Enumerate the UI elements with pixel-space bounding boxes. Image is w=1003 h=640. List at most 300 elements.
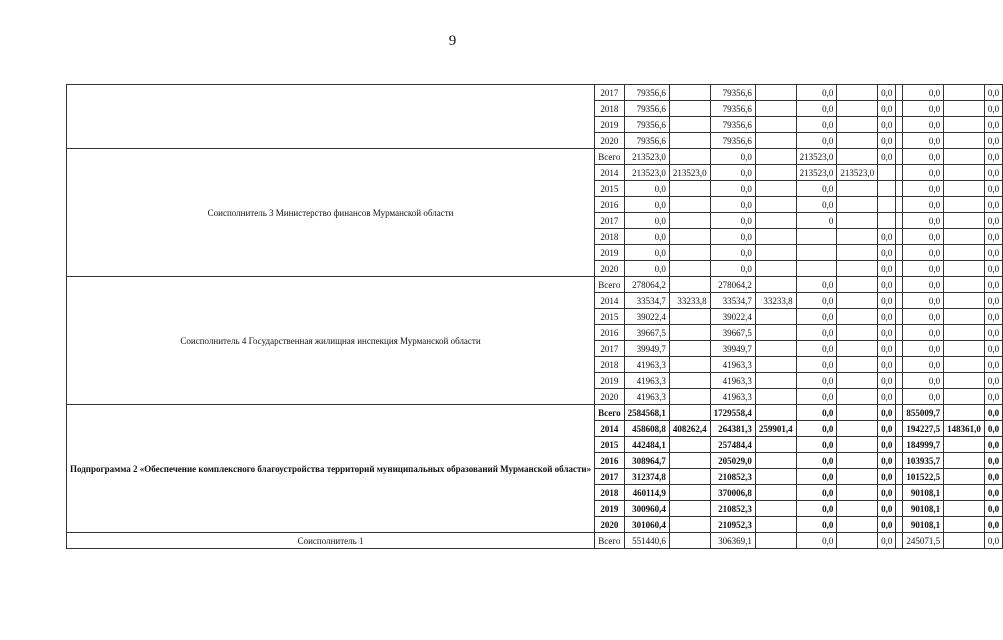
value-cell (944, 245, 985, 261)
value-cell: 0,0 (878, 261, 896, 277)
value-cell (896, 389, 903, 405)
value-cell (669, 469, 710, 485)
value-cell (944, 533, 985, 549)
value-cell: 1729558,4 (710, 405, 755, 421)
value-cell: 0,0 (984, 277, 1002, 293)
value-cell: 0,0 (796, 197, 837, 213)
year-cell: Всего (595, 533, 624, 549)
value-cell: 79356,6 (710, 101, 755, 117)
value-cell: 205029,0 (710, 453, 755, 469)
value-cell (669, 485, 710, 501)
value-cell (837, 149, 878, 165)
value-cell (669, 197, 710, 213)
value-cell (878, 165, 896, 181)
year-cell: Всего (595, 149, 624, 165)
value-cell: 0,0 (984, 197, 1002, 213)
value-cell: 194227,5 (903, 421, 944, 437)
value-cell: 210852,3 (710, 469, 755, 485)
value-cell (669, 341, 710, 357)
value-cell: 0,0 (624, 197, 669, 213)
value-cell: 213523,0 (624, 149, 669, 165)
year-cell: 2017 (595, 341, 624, 357)
value-cell: 0,0 (796, 501, 837, 517)
value-cell (944, 501, 985, 517)
value-cell (837, 325, 878, 341)
value-cell: 0,0 (796, 357, 837, 373)
value-cell (837, 453, 878, 469)
value-cell (896, 533, 903, 549)
year-cell: 2018 (595, 485, 624, 501)
value-cell (755, 229, 796, 245)
value-cell: 0,0 (903, 101, 944, 117)
value-cell: 184999,7 (903, 437, 944, 453)
value-cell: 41963,3 (624, 357, 669, 373)
value-cell (896, 421, 903, 437)
value-cell (944, 85, 985, 101)
value-cell: 90108,1 (903, 517, 944, 533)
year-cell: 2019 (595, 245, 624, 261)
value-cell (837, 101, 878, 117)
value-cell (944, 277, 985, 293)
value-cell (896, 117, 903, 133)
value-cell: 245071,5 (903, 533, 944, 549)
value-cell: 0,0 (878, 309, 896, 325)
value-cell (944, 213, 985, 229)
value-cell: 41963,3 (710, 373, 755, 389)
value-cell: 0,0 (710, 149, 755, 165)
value-cell (896, 453, 903, 469)
value-cell (944, 389, 985, 405)
value-cell: 213523,0 (796, 165, 837, 181)
value-cell: 79356,6 (624, 133, 669, 149)
value-cell (837, 261, 878, 277)
value-cell: 460114,9 (624, 485, 669, 501)
value-cell (669, 181, 710, 197)
value-cell: 0,0 (878, 117, 896, 133)
value-cell: 0,0 (796, 325, 837, 341)
value-cell (837, 341, 878, 357)
value-cell (896, 277, 903, 293)
value-cell (755, 373, 796, 389)
value-cell: 0,0 (984, 485, 1002, 501)
value-cell: 0,0 (796, 405, 837, 421)
value-cell: 101522,5 (903, 469, 944, 485)
value-cell: 0,0 (624, 181, 669, 197)
value-cell: 0,0 (878, 245, 896, 261)
value-cell: 0,0 (984, 341, 1002, 357)
value-cell (755, 133, 796, 149)
value-cell (944, 469, 985, 485)
value-cell: 0,0 (984, 325, 1002, 341)
value-cell (896, 229, 903, 245)
value-cell (837, 245, 878, 261)
value-cell: 33534,7 (624, 293, 669, 309)
value-cell: 41963,3 (710, 389, 755, 405)
value-cell: 39667,5 (710, 325, 755, 341)
value-cell (896, 101, 903, 117)
value-cell (837, 421, 878, 437)
value-cell: 0,0 (984, 437, 1002, 453)
value-cell (896, 85, 903, 101)
value-cell: 0,0 (796, 485, 837, 501)
executor-name-cell (67, 85, 595, 149)
year-cell: 2017 (595, 85, 624, 101)
value-cell: 41963,3 (710, 357, 755, 373)
value-cell (896, 197, 903, 213)
value-cell: 458608,8 (624, 421, 669, 437)
value-cell (896, 181, 903, 197)
value-cell: 0,0 (984, 453, 1002, 469)
value-cell: 0,0 (878, 325, 896, 341)
value-cell: 0,0 (984, 405, 1002, 421)
value-cell (669, 501, 710, 517)
value-cell: 0,0 (878, 133, 896, 149)
value-cell: 79356,6 (710, 85, 755, 101)
value-cell (755, 277, 796, 293)
value-cell: 855009,7 (903, 405, 944, 421)
value-cell: 213523,0 (837, 165, 878, 181)
value-cell: 0,0 (903, 293, 944, 309)
value-cell (837, 293, 878, 309)
value-cell (944, 485, 985, 501)
value-cell (878, 181, 896, 197)
value-cell (896, 325, 903, 341)
year-cell: 2020 (595, 261, 624, 277)
value-cell: 213523,0 (796, 149, 837, 165)
value-cell (944, 341, 985, 357)
value-cell (944, 117, 985, 133)
value-cell: 0,0 (903, 357, 944, 373)
year-cell: 2017 (595, 469, 624, 485)
value-cell (796, 245, 837, 261)
value-cell: 0,0 (984, 213, 1002, 229)
value-cell (755, 533, 796, 549)
table-row (67, 405, 1003, 421)
value-cell (669, 309, 710, 325)
value-cell: 148361,0 (944, 421, 985, 437)
value-cell (944, 133, 985, 149)
value-cell (896, 213, 903, 229)
value-cell (837, 485, 878, 501)
value-cell: 0,0 (903, 197, 944, 213)
value-cell: 0,0 (984, 181, 1002, 197)
value-cell: 0,0 (796, 517, 837, 533)
value-cell (837, 357, 878, 373)
value-cell (837, 277, 878, 293)
value-cell (944, 101, 985, 117)
year-cell: 2015 (595, 181, 624, 197)
value-cell: 0,0 (903, 229, 944, 245)
value-cell: 301060,4 (624, 517, 669, 533)
value-cell: 308964,7 (624, 453, 669, 469)
executor-name-cell: Соисполнитель 4 Государственная жилищная инспекция Мурманской области (67, 277, 595, 405)
value-cell (669, 277, 710, 293)
value-cell (896, 373, 903, 389)
value-cell (755, 149, 796, 165)
value-cell: 0,0 (624, 245, 669, 261)
value-cell: 33534,7 (710, 293, 755, 309)
value-cell: 0,0 (624, 261, 669, 277)
year-cell: 2020 (595, 517, 624, 533)
value-cell: 0,0 (878, 101, 896, 117)
value-cell: 259901,4 (755, 421, 796, 437)
value-cell (837, 389, 878, 405)
value-cell (944, 517, 985, 533)
value-cell: 33233,8 (755, 293, 796, 309)
value-cell (837, 501, 878, 517)
value-cell (755, 213, 796, 229)
year-cell: Всего (595, 405, 624, 421)
year-cell: 2017 (595, 213, 624, 229)
value-cell: 0,0 (984, 533, 1002, 549)
value-cell (669, 325, 710, 341)
value-cell: 0,0 (796, 389, 837, 405)
value-cell: 213523,0 (624, 165, 669, 181)
value-cell: 39667,5 (624, 325, 669, 341)
year-cell: 2020 (595, 389, 624, 405)
value-cell: 0,0 (878, 469, 896, 485)
value-cell: 0,0 (878, 149, 896, 165)
value-cell (669, 533, 710, 549)
value-cell (944, 405, 985, 421)
value-cell: 0,0 (710, 213, 755, 229)
value-cell (669, 117, 710, 133)
value-cell (896, 517, 903, 533)
value-cell (837, 517, 878, 533)
value-cell: 79356,6 (624, 85, 669, 101)
value-cell (896, 293, 903, 309)
value-cell (837, 309, 878, 325)
value-cell (896, 341, 903, 357)
value-cell: 0,0 (624, 229, 669, 245)
value-cell: 0,0 (796, 341, 837, 357)
table-row (67, 149, 1003, 165)
value-cell (669, 101, 710, 117)
value-cell (837, 229, 878, 245)
value-cell (896, 485, 903, 501)
value-cell (755, 405, 796, 421)
budget-table (66, 84, 1003, 549)
value-cell (944, 229, 985, 245)
value-cell (755, 437, 796, 453)
value-cell (755, 101, 796, 117)
value-cell: 0,0 (984, 501, 1002, 517)
value-cell: 0,0 (710, 165, 755, 181)
value-cell: 0,0 (984, 373, 1002, 389)
value-cell (944, 181, 985, 197)
value-cell (669, 133, 710, 149)
value-cell (669, 357, 710, 373)
value-cell: 0,0 (796, 309, 837, 325)
value-cell: 0,0 (984, 261, 1002, 277)
value-cell: 39022,4 (624, 309, 669, 325)
value-cell (944, 261, 985, 277)
value-cell (837, 469, 878, 485)
value-cell: 0,0 (878, 405, 896, 421)
value-cell: 0,0 (710, 197, 755, 213)
value-cell: 90108,1 (903, 501, 944, 517)
value-cell: 39022,4 (710, 309, 755, 325)
value-cell: 408262,4 (669, 421, 710, 437)
value-cell: 0,0 (903, 165, 944, 181)
value-cell: 0,0 (796, 181, 837, 197)
value-cell: 0,0 (984, 469, 1002, 485)
value-cell: 103935,7 (903, 453, 944, 469)
value-cell (755, 165, 796, 181)
value-cell: 0,0 (796, 293, 837, 309)
value-cell (837, 405, 878, 421)
value-cell (755, 517, 796, 533)
value-cell (837, 437, 878, 453)
value-cell: 0,0 (903, 373, 944, 389)
page-number: 9 (448, 33, 457, 49)
value-cell: 0,0 (984, 245, 1002, 261)
value-cell (878, 197, 896, 213)
value-cell: 0,0 (878, 437, 896, 453)
value-cell: 0,0 (984, 165, 1002, 181)
value-cell: 300960,4 (624, 501, 669, 517)
year-cell: 2018 (595, 229, 624, 245)
value-cell: 0,0 (903, 309, 944, 325)
year-cell: 2016 (595, 453, 624, 469)
value-cell: 0,0 (903, 133, 944, 149)
value-cell (669, 389, 710, 405)
value-cell (944, 437, 985, 453)
value-cell: 0,0 (903, 181, 944, 197)
value-cell: 0,0 (903, 213, 944, 229)
value-cell: 0,0 (796, 85, 837, 101)
value-cell: 33233,8 (669, 293, 710, 309)
value-cell: 0,0 (984, 421, 1002, 437)
value-cell: 210952,3 (710, 517, 755, 533)
value-cell (755, 453, 796, 469)
value-cell (944, 357, 985, 373)
value-cell: 0,0 (878, 277, 896, 293)
value-cell (755, 261, 796, 277)
value-cell (669, 149, 710, 165)
table-row (67, 533, 1003, 549)
year-cell: 2014 (595, 421, 624, 437)
value-cell: 0 (796, 213, 837, 229)
value-cell: 0,0 (710, 261, 755, 277)
value-cell: 79356,6 (624, 101, 669, 117)
value-cell: 0,0 (984, 309, 1002, 325)
year-cell: 2019 (595, 117, 624, 133)
year-cell: 2015 (595, 437, 624, 453)
value-cell: 210852,3 (710, 501, 755, 517)
value-cell (837, 117, 878, 133)
year-cell: 2018 (595, 357, 624, 373)
value-cell (896, 309, 903, 325)
value-cell (755, 85, 796, 101)
value-cell (755, 309, 796, 325)
value-cell (796, 229, 837, 245)
value-cell (837, 197, 878, 213)
value-cell (896, 261, 903, 277)
year-cell: 2014 (595, 165, 624, 181)
value-cell: 0,0 (878, 517, 896, 533)
value-cell: 0,0 (903, 341, 944, 357)
value-cell: 0,0 (878, 85, 896, 101)
value-cell (755, 469, 796, 485)
value-cell: 0,0 (903, 389, 944, 405)
value-cell (669, 85, 710, 101)
value-cell (755, 501, 796, 517)
year-cell: 2014 (595, 293, 624, 309)
value-cell: 0,0 (903, 85, 944, 101)
value-cell (896, 357, 903, 373)
value-cell (669, 373, 710, 389)
value-cell: 79356,6 (624, 117, 669, 133)
value-cell: 0,0 (984, 149, 1002, 165)
value-cell (837, 85, 878, 101)
table-row (67, 85, 1003, 101)
value-cell (837, 133, 878, 149)
value-cell (944, 309, 985, 325)
value-cell: 312374,8 (624, 469, 669, 485)
value-cell (896, 437, 903, 453)
value-cell: 2584568,1 (624, 405, 669, 421)
value-cell (755, 117, 796, 133)
year-cell: Всего (595, 277, 624, 293)
value-cell (878, 213, 896, 229)
value-cell (796, 261, 837, 277)
year-cell: 2019 (595, 373, 624, 389)
value-cell: 0,0 (878, 357, 896, 373)
value-cell: 0,0 (878, 389, 896, 405)
value-cell (755, 245, 796, 261)
value-cell: 0,0 (984, 517, 1002, 533)
value-cell: 0,0 (796, 469, 837, 485)
value-cell: 0,0 (903, 277, 944, 293)
value-cell: 278064,2 (710, 277, 755, 293)
executor-name-cell: Соисполнитель 1 (67, 533, 595, 549)
value-cell: 0,0 (796, 453, 837, 469)
value-cell (837, 213, 878, 229)
year-cell: 2016 (595, 197, 624, 213)
value-cell (669, 213, 710, 229)
value-cell: 0,0 (878, 293, 896, 309)
value-cell (669, 245, 710, 261)
value-cell (896, 133, 903, 149)
value-cell: 0,0 (878, 341, 896, 357)
value-cell (755, 389, 796, 405)
value-cell: 0,0 (984, 85, 1002, 101)
value-cell: 0,0 (796, 421, 837, 437)
value-cell: 0,0 (903, 117, 944, 133)
value-cell: 0,0 (984, 117, 1002, 133)
executor-name-cell: Соисполнитель 3 Министерство финансов Мурманской области (67, 149, 595, 277)
value-cell: 0,0 (710, 181, 755, 197)
value-cell: 0,0 (878, 229, 896, 245)
value-cell: 0,0 (878, 533, 896, 549)
value-cell (896, 501, 903, 517)
value-cell (669, 405, 710, 421)
value-cell (669, 229, 710, 245)
value-cell: 442484,1 (624, 437, 669, 453)
value-cell (944, 453, 985, 469)
value-cell (837, 181, 878, 197)
value-cell: 0,0 (903, 245, 944, 261)
value-cell (944, 149, 985, 165)
value-cell (669, 453, 710, 469)
value-cell: 79356,6 (710, 117, 755, 133)
value-cell: 0,0 (796, 101, 837, 117)
value-cell: 0,0 (984, 293, 1002, 309)
value-cell: 0,0 (984, 101, 1002, 117)
value-cell: 0,0 (710, 229, 755, 245)
value-cell (755, 341, 796, 357)
